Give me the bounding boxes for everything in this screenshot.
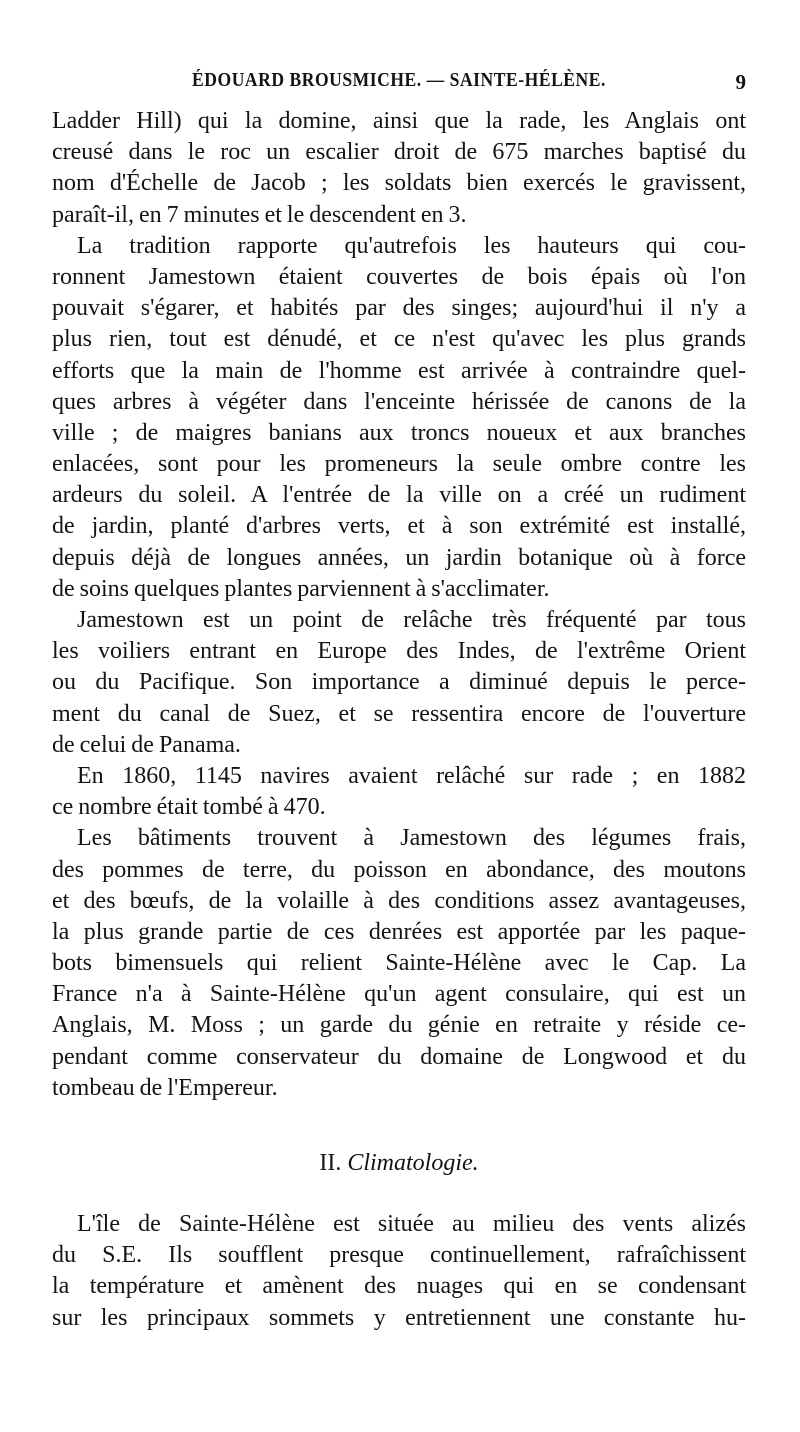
text-line: pendant comme conservateur du domaine de Longwood et du: [52, 1043, 746, 1070]
section-number: II.: [319, 1150, 342, 1176]
text-line: la plus grande partie de ces denrées est apportée par les paque-: [52, 918, 746, 945]
text-line: plus rien, tout est dénudé, et ce n'est qu'avec les plus grands: [52, 326, 746, 353]
running-title: ÉDOUARD BROUSMICHE. — SAINTE-HÉLÈNE.: [192, 70, 606, 91]
text-line: de jardin, planté d'arbres verts, et à son extrémité est installé,: [52, 513, 746, 540]
text-line: de soins quelques plantes parviennent à s'acclimater.: [52, 575, 550, 602]
text-line: bots bimensuels qui relient Sainte-Hélène avec le Cap. La: [52, 950, 746, 977]
text-line: Les bâtiments trouvent à Jamestown des légumes frais,: [77, 825, 746, 852]
text-line: France n'a à Sainte-Hélène qu'un agent consulaire, qui est un: [52, 981, 746, 1008]
text-line: tombeau de l'Empereur.: [52, 1074, 278, 1101]
body-text: [52, 106, 746, 1104]
page-number: 9: [735, 70, 746, 94]
text-line: et des bœufs, de la volaille à des conditions assez avantageuses,: [52, 887, 746, 914]
section-title: Climatologie.: [347, 1150, 479, 1176]
text-line: paraît-il, en 7 minutes et le descendent en 3.: [52, 201, 467, 228]
text-line: creusé dans le roc un escalier droit de 675 marches baptisé du: [52, 139, 746, 166]
text-line: Ladder Hill) qui la domine, ainsi que la rade, les Anglais ont: [52, 108, 746, 134]
text-line: L'île de Sainte-Hélène est située au milieu des vents alizés: [77, 1211, 746, 1237]
text-line: la température et amènent des nuages qui en se condensant: [52, 1273, 746, 1300]
section-body-text: [52, 1209, 746, 1334]
text-line: Jamestown est un point de relâche très fréquenté par tous: [77, 607, 746, 633]
text-line: enlacées, sont pour les promeneurs la seule ombre contre les: [52, 451, 746, 478]
text-line: ardeurs du soleil. A l'entrée de la ville on a créé un rudiment: [52, 482, 746, 509]
text-line: du S.E. Ils soufflent presque continuellement, rafraîchissent: [52, 1242, 746, 1269]
text-line: depuis déjà de longues années, un jardin botanique où à force: [52, 544, 746, 571]
running-head: [52, 70, 746, 98]
text-line: les voiliers entrant en Europe des Indes, de l'extrême Orient: [52, 638, 746, 665]
text-line: ville ; de maigres banians aux troncs noueux et aux branches: [52, 419, 746, 446]
text-line: ment du canal de Suez, et se ressentira encore de l'ouverture: [52, 700, 746, 727]
text-line: pouvait s'égarer, et habités par des singes; aujourd'hui il n'y a: [52, 295, 746, 322]
text-line: La tradition rapporte qu'autrefois les hauteurs qui cou-: [77, 232, 746, 259]
text-line: sur les principaux sommets y entretiennent une constante hu-: [52, 1304, 746, 1331]
text-line: efforts que la main de l'homme est arrivée à contraindre quel-: [52, 357, 746, 384]
section-heading: [52, 1143, 746, 1183]
text-line: ou du Pacifique. Son importance a diminué depuis le perce-: [52, 669, 746, 696]
text-line: En 1860, 1145 navires avaient relâché sur rade ; en 1882: [77, 762, 746, 789]
text-line: ques arbres à végéter dans l'enceinte hérissée de canons de la: [52, 388, 746, 415]
text-line: ronnent Jamestown étaient couvertes de bois épais où l'on: [52, 263, 746, 290]
text-line: Anglais, M. Moss ; un garde du génie en retraite y réside ce-: [52, 1012, 746, 1039]
text-line: des pommes de terre, du poisson en abondance, des moutons: [52, 856, 746, 883]
text-line: de celui de Panama.: [52, 731, 241, 758]
text-line: nom d'Échelle de Jacob ; les soldats bien exercés le gravissent,: [52, 170, 746, 197]
text-line: ce nombre était tombé à 470.: [52, 794, 326, 821]
